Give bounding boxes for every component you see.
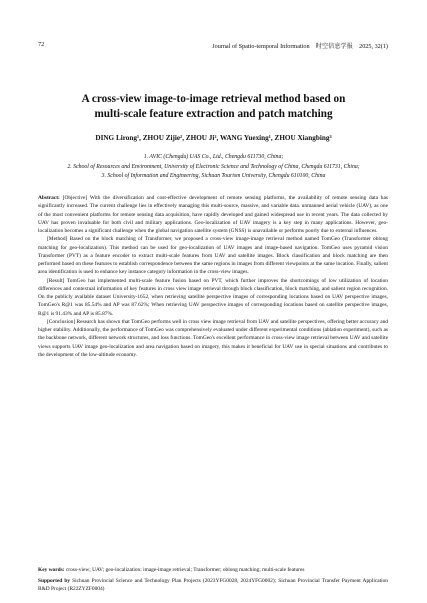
funding-note	[38, 577, 388, 594]
abstract-label: Abstract:	[38, 195, 60, 201]
abstract-result: [Result] TomGeo has implemented multi-scale feature fusion based on PVT, which further improves the shortcomings of low utilization of location differences and contextual information of key features in cross view image retrieval through block classification, block matching, and salient region recognition. On the publicly available dataset University-1652, when retrieving satellite perspective images of corresponding locations based on UAV perspective images, TomGeo's R@1 was 85.54% and AP was 87.62%; When retrieving UAV perspective images of corresponding locations based on satellite perspective images, R@1 is 91.43% and AP is 85.87%.	[38, 277, 388, 317]
journal-info: Journal of Spatio-temporal Information 时空信息学报 2025, 32(1)	[212, 43, 388, 50]
title-line-2: multi-scale feature extraction and patch matching	[94, 108, 333, 120]
running-header	[38, 41, 388, 53]
author-list: DING Lirong¹, ZHOU Zijie², ZHOU Ji², WANG Yuexing¹, ZHOU Xiangbing³	[95, 134, 332, 142]
paper-title	[30, 92, 397, 122]
affiliation-1: 1. AVIC (Chengdu) UAS Co., Ltd., Chengdu 611730, China;	[143, 154, 284, 160]
affiliation-3: 3. School of Information and Engineering, Sichuan Tourism University, Chengdu 610100, China	[101, 173, 326, 179]
objective-text: [Objective] With the diversification and cost-effective development of remote sensing platforms, the availability of remote sensing data has significantly increased. The current challenge lies in effectively managing this multi-source, massive, and variable data. unmanned aerial vehicle (UAV), as one of the most convenient platforms for remote sensing data acquisition, have rapidly developed and gained widespread use in recent years. The data collected by UAV has proven invaluable for both civil and military applications. Geo-localization of UAV imagery is a key step in many applications. However, geo-localization becomes a significant challenge when the global navigation satellite system (GNSS) is unavailable or performs poorly due to external influences.	[38, 195, 388, 234]
abstract	[38, 194, 388, 359]
funding-text: Sichuan Provincial Science and Technology Plan Projects (2023YFG0028, 2024YFG0002); Sichuan Provincial Transfer Payment Application R&D Project (R22ZYZF0004)	[38, 578, 389, 593]
keywords-text: cross-view; UAV; geo-localization; image-image retrieval; Transformer; oblong matching; multi-scale features	[65, 567, 305, 573]
keywords-label: Key words:	[38, 567, 65, 573]
abstract-objective	[38, 194, 388, 235]
keywords	[38, 566, 388, 574]
affiliation-2: 2. School of Resources and Environment, University of Electronic Science and Technology of China, Chengdu 611731, China;	[67, 163, 360, 170]
abstract-method: [Method] Based on the block matching of Transformer, we proposed a cross-view image-image retrieval method named TomGeo (Transformer oblong matching for geo-localization). This method can be used for geo-localization of UAV images and image-based navigation. TomGeo uses pyramid vision Transformer (PVT) as a feature encoder to extract multi-scale features from UAV and satellite images. Block classification and block matching are then performed based on these features to establish correspondence between the same regions in images from different viewpoints at the same location. Finally, salient area identification is used to enhance key instance category information in the cross-view images.	[38, 236, 388, 276]
funding-label: Supported by	[38, 578, 71, 584]
affiliations	[30, 153, 397, 182]
abstract-conclusion: [Conclusion] Research has shown that TomGeo performs well in cross view image retrieval from UAV and satellite perspectives, offering better accuracy and higher stability. Additionally, the performance of TomGeo was comprehensively evaluated under different experimental conditions (ablation experiment), such as the backbone network, different network structures, and loss functions. TomGeo's excellent performance in cross-view image retrieval between UAV and satellite views supports UAV image geo-localization and area navigation based on imagery, this makes it beneficial for UAV use in special situations and contributes to the development of the low-altitude economy.	[38, 318, 388, 358]
page-number: 72	[38, 41, 45, 48]
title-line-1: A cross-view image-to-image retrieval method based on	[81, 93, 346, 105]
